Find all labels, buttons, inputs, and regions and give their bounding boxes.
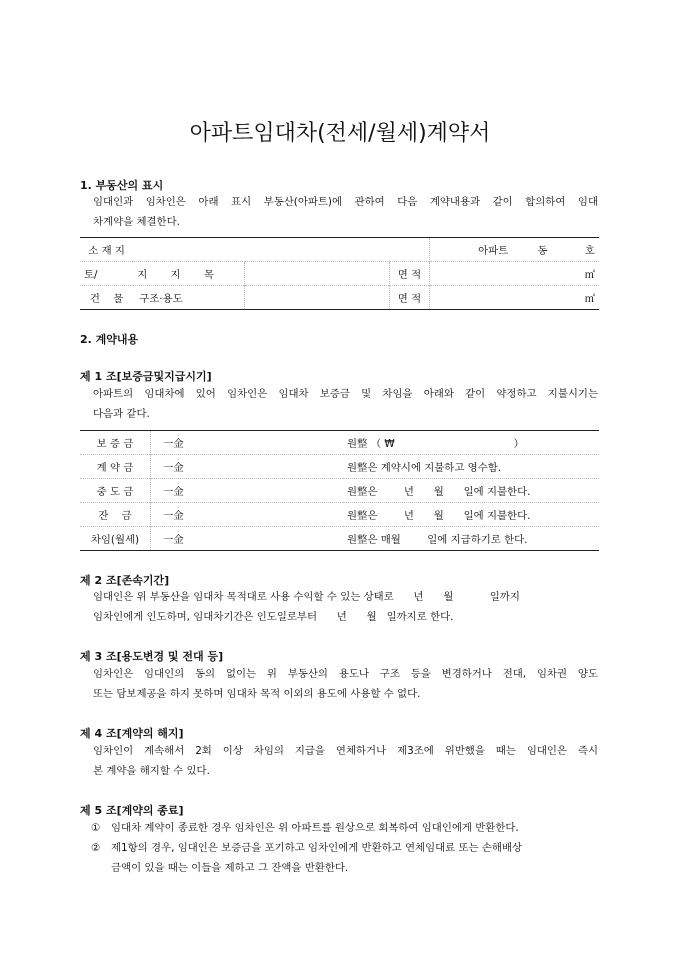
article2-line1: 임대인은 위 부동산을 임대차 목적대로 사용 수익할 수 있는 상태로 년 월 일까지 bbox=[93, 591, 520, 603]
land-area-unit: ㎡ bbox=[538, 262, 599, 286]
payment-label: 보 증 금 bbox=[80, 431, 151, 455]
article3-line2: 또는 담보제공을 하지 못하며 임대차 목적 이외의 용도에 사용할 수 없다. bbox=[93, 688, 421, 700]
item2-line1: 제1항의 경우, 임대인은 보증금을 포기하고 임차인에게 반환하고 연체임대료 또는 손해배상 bbox=[111, 842, 523, 854]
building-area-unit: ㎡ bbox=[538, 286, 599, 310]
section1-intro-line1: 임대인과 임차인은 아래 표시 부동산(아파트)에 관하여 다음 계약내용과 같이 합의하여 임대 bbox=[93, 196, 598, 208]
payment-table bbox=[80, 430, 599, 551]
payment-term: 원整은 계약시에 지불하고 영수함. bbox=[343, 455, 599, 479]
apt-label: 아파트 bbox=[478, 245, 509, 257]
article4-text bbox=[93, 741, 598, 781]
property-table bbox=[80, 237, 599, 310]
payment-amount: 一金 bbox=[151, 479, 344, 503]
payment-label: 계 약 금 bbox=[80, 455, 151, 479]
page-title: 아파트임대차(전세/월세)계약서 bbox=[189, 121, 491, 146]
article4-line2: 본 계약을 해지할 수 있다. bbox=[93, 765, 210, 777]
item1-text: 임대차 계약이 종료한 경우 임차인은 위 아파트를 원상으로 회복하여 임대인에게 반환한다. bbox=[111, 822, 519, 834]
section2-heading: 2. 계약내용 bbox=[80, 333, 139, 346]
article5-heading: 제 5 조[계약의 종료] bbox=[80, 804, 184, 817]
article3-heading: 제 3 조[용도변경 및 전대 등] bbox=[80, 650, 224, 663]
table-row bbox=[80, 431, 599, 455]
table-row bbox=[80, 479, 599, 503]
building-label: 건 물 bbox=[80, 286, 133, 310]
land-label-1: 토/ bbox=[80, 262, 133, 286]
payment-amount: 一金 bbox=[163, 438, 184, 450]
apt-cell bbox=[430, 238, 599, 262]
item2-number: ② bbox=[91, 842, 101, 854]
section1-intro-line2: 차계약을 체결한다. bbox=[93, 216, 180, 228]
table-row bbox=[80, 527, 599, 551]
article2-text bbox=[93, 587, 598, 627]
table-row bbox=[80, 262, 599, 286]
article1-line2: 다음과 같다. bbox=[93, 408, 150, 420]
table-row bbox=[80, 286, 599, 310]
article1-line1: 아파트의 임대차에 있어 임차인은 임대차 보증금 및 차임을 아래와 같이 약정하고 지불시기는 bbox=[93, 388, 598, 400]
article1-heading: 제 1 조[보증금및지급시기] bbox=[80, 370, 212, 383]
structure-label: 구조·용도 bbox=[133, 286, 245, 310]
payment-label: 차임(월세) bbox=[80, 527, 151, 551]
building-area-label: 면 적 bbox=[389, 286, 429, 310]
payment-term: 원整 （ ₩ ） bbox=[347, 438, 524, 450]
article4-line1: 임차인이 계속해서 2회 이상 차임의 지급을 연체하거나 제3조에 위반했을 때는 임대인은 즉시 bbox=[93, 745, 598, 757]
payment-label: 잔 금 bbox=[80, 503, 151, 527]
payment-amount: 一金 bbox=[151, 455, 344, 479]
payment-term: 원整은 년 월 일에 지불한다. bbox=[343, 479, 599, 503]
article3-text bbox=[93, 664, 598, 704]
section1-intro bbox=[93, 192, 598, 232]
land-label-2: 지 지 목 bbox=[133, 262, 245, 286]
payment-term: 원整은 년 월 일에 지불한다. bbox=[343, 503, 599, 527]
dong-label: 동 bbox=[537, 245, 548, 257]
article5-item2 bbox=[91, 838, 601, 878]
item1-number: ① bbox=[91, 822, 101, 834]
land-value bbox=[245, 262, 389, 286]
article2-heading: 제 2 조[존속기간] bbox=[80, 574, 170, 587]
section1-heading: 1. 부동산의 표시 bbox=[80, 179, 164, 192]
table-row bbox=[80, 238, 599, 262]
land-area-value bbox=[430, 262, 539, 286]
article5-item1 bbox=[91, 818, 601, 838]
payment-amount: 一金 bbox=[151, 503, 344, 527]
article2-line2: 임차인에게 인도하며, 임대차기간은 인도일로부터 년 월 일까지로 한다. bbox=[93, 611, 454, 623]
payment-amount: 一金 bbox=[151, 527, 344, 551]
ho-label: 호 bbox=[584, 245, 595, 257]
item2-line2: 금액이 있을 때는 이들을 제하고 그 잔액을 반환한다. bbox=[111, 862, 349, 874]
table-row bbox=[80, 455, 599, 479]
location-label: 소 재 지 bbox=[88, 245, 125, 257]
location-value bbox=[133, 238, 429, 262]
article4-heading: 제 4 조[계약의 해지] bbox=[80, 727, 184, 740]
land-area-label: 면 적 bbox=[389, 262, 429, 286]
payment-term: 원整은 매월 일에 지급하기로 한다. bbox=[343, 527, 599, 551]
building-area-value bbox=[430, 286, 539, 310]
table-row bbox=[80, 503, 599, 527]
article3-line1: 임차인은 임대인의 동의 없이는 위 부동산의 용도나 구조 등을 변경하거나 전대, 임차권 양도 bbox=[93, 668, 598, 680]
payment-label: 중 도 금 bbox=[80, 479, 151, 503]
article1-text bbox=[93, 384, 598, 424]
structure-value bbox=[245, 286, 389, 310]
